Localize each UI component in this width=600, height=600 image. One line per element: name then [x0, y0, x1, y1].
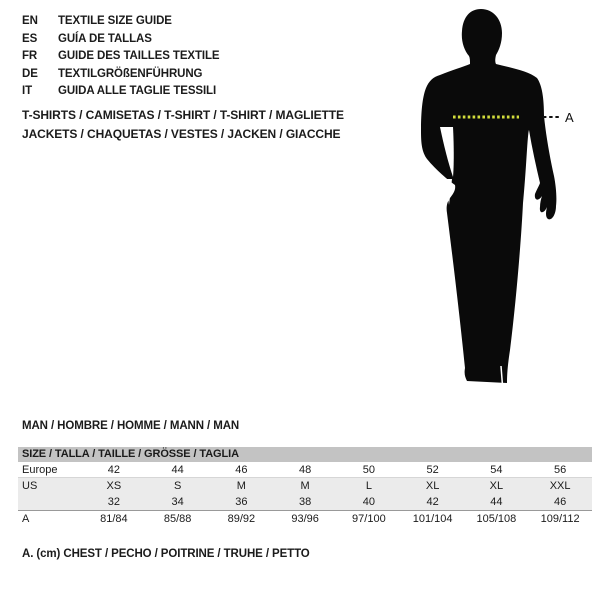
section-title-man: MAN / HOMBRE / HOMME / MANN / MAN	[22, 420, 240, 432]
language-list	[22, 13, 220, 101]
language-code: ES	[22, 32, 38, 45]
size-cell: 56	[554, 463, 567, 476]
language-label: GUIDE DES TAILLES TEXTILE	[58, 50, 220, 63]
language-row-it	[22, 83, 220, 101]
size-cell: L	[365, 480, 372, 492]
size-cell: 34	[171, 496, 184, 508]
size-cell: 54	[490, 463, 503, 476]
table-header-band: SIZE / TALLA / TAILLE / GRÖSSE / TAGLIA	[18, 447, 592, 462]
size-table	[18, 447, 592, 527]
table-row-us	[18, 478, 592, 494]
table-row-europe	[18, 462, 592, 478]
measure-label-a: A	[565, 110, 574, 125]
size-cell: 50	[362, 463, 375, 476]
size-cell: M	[236, 480, 246, 492]
size-cell: 101/104	[412, 513, 453, 525]
size-cell: 46	[554, 496, 567, 508]
size-cell: XL	[489, 480, 504, 492]
language-row-fr	[22, 48, 220, 66]
size-cell: 42	[426, 496, 439, 508]
table-row-us-numeric	[18, 494, 592, 510]
size-cell: 52	[426, 463, 439, 476]
footnote-chest-measure: A. (cm) CHEST / PECHO / POITRINE / TRUHE / PETTO	[22, 548, 310, 560]
language-code: IT	[22, 85, 33, 98]
size-cell: 44	[171, 463, 184, 476]
row-label: US	[22, 480, 38, 492]
man-silhouette-path	[421, 9, 556, 383]
size-cell: S	[173, 480, 182, 492]
category-titles	[22, 106, 344, 143]
language-label: GUÍA DE TALLAS	[58, 32, 152, 45]
size-cell: M	[300, 480, 310, 492]
category-line-jackets: JACKETS / CHAQUETAS / VESTES / JACKEN / GIACCHE	[22, 126, 341, 141]
size-cell: 32	[107, 496, 120, 508]
size-cell: 93/96	[291, 513, 319, 525]
category-line-tshirts: T-SHIRTS / CAMISETAS / T-SHIRT / T-SHIRT / MAGLIETTE	[22, 108, 344, 122]
row-label: Europe	[22, 463, 58, 476]
language-code: EN	[22, 15, 38, 27]
size-cell: 36	[235, 496, 248, 508]
size-cell: 105/108	[476, 513, 517, 525]
language-row-en	[22, 13, 220, 31]
size-cell: 85/88	[163, 513, 192, 525]
size-cell: 48	[299, 463, 312, 476]
language-code: FR	[22, 50, 38, 63]
language-code: DE	[22, 67, 38, 80]
size-cell: 97/100	[352, 513, 386, 525]
man-figure	[400, 0, 600, 410]
size-cell: 46	[235, 463, 248, 476]
size-cell: XL	[425, 480, 440, 492]
size-cell: 40	[362, 496, 375, 508]
table-row-chest-cm	[18, 510, 592, 527]
size-cell: 42	[107, 463, 120, 476]
language-row-es	[22, 31, 220, 49]
row-label: A	[22, 513, 30, 525]
size-cell: 38	[299, 496, 312, 508]
size-cell: 109/112	[540, 513, 580, 525]
language-label: GUIDA ALLE TAGLIE TESSILI	[58, 85, 217, 98]
size-cell: 44	[490, 496, 503, 508]
size-cell: XXL	[549, 480, 571, 492]
language-label: TEXTILGRÖßENFÜHRUNG	[58, 67, 203, 80]
man-silhouette-icon	[400, 0, 600, 410]
language-label: TEXTILE SIZE GUIDE	[58, 15, 172, 27]
language-row-de	[22, 66, 220, 84]
size-cell: XS	[106, 480, 122, 492]
size-cell: 81/84	[100, 513, 128, 525]
size-cell: 89/92	[227, 513, 256, 525]
